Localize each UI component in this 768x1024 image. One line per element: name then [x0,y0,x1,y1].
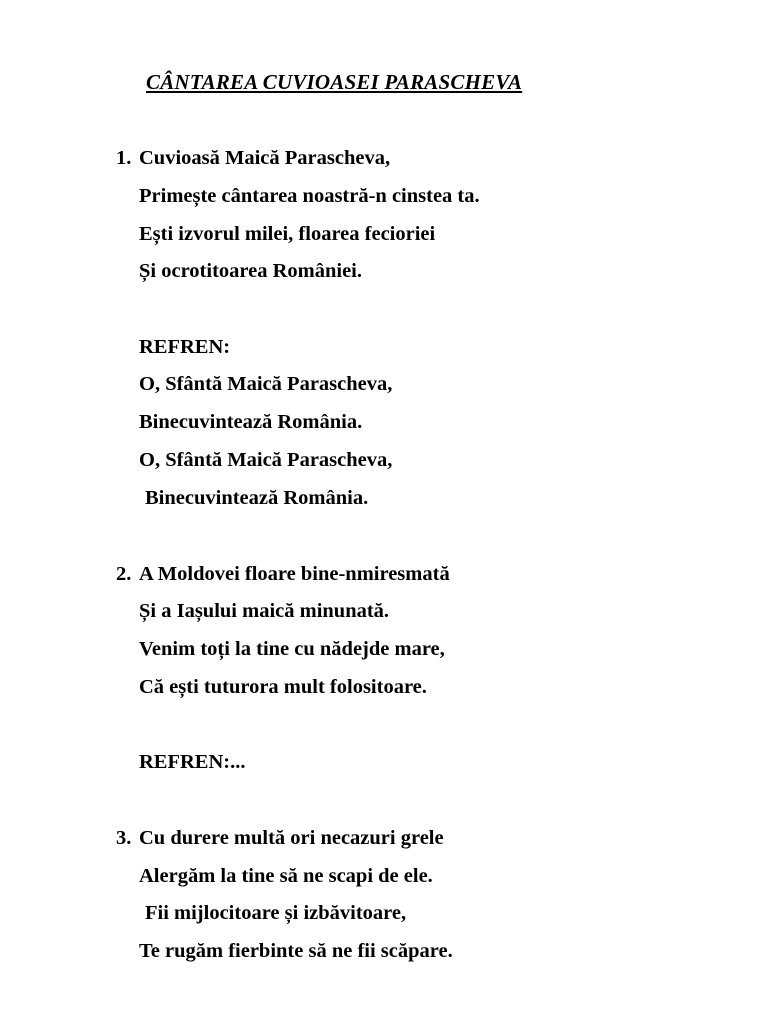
refrain-label: REFREN: [139,336,231,358]
refrain-line-3: O, Sfântă Maică Parascheva, [139,449,393,471]
page-title: CÂNTAREA CUVIOASEI PARASCHEVA [146,70,523,94]
verse-3-line-3: Fii mijlocitoare și izbăvitoare, [145,902,407,924]
verse-1-line-2: Primește cântarea noastră-n cinstea ta. [139,185,480,207]
verse-3-line-1: Cu durere multă ori necazuri grele [139,827,444,849]
verse-2-line-4: Că ești tuturora mult folositoare. [139,676,427,698]
verse-1-number: 1. [116,147,132,169]
verse-1-line-1: Cuvioasă Maică Parascheva, [139,147,391,169]
verse-1-line-4: Și ocrotitoarea României. [139,260,362,282]
verse-2-line-1: A Moldovei floare bine-nmiresmată [139,563,450,585]
refrain-line-2: Binecuvintează România. [139,411,363,433]
verse-3-number: 3. [116,827,132,849]
refrain-line-4: Binecuvintează România. [145,487,369,509]
verse-3-line-4: Te rugăm fierbinte să ne fii scăpare. [139,940,453,962]
verse-2-number: 2. [116,563,132,585]
verse-2-line-3: Venim toți la tine cu nădejde mare, [139,638,445,660]
verse-1-line-3: Ești izvorul milei, floarea fecioriei [139,223,436,245]
verse-3-line-2: Alergăm la tine să ne scapi de ele. [139,865,433,887]
verse-2-line-2: Și a Iașului maică minunată. [139,600,390,622]
refrain-short-label: REFREN:... [139,751,246,773]
refrain-line-1: O, Sfântă Maică Parascheva, [139,373,393,395]
